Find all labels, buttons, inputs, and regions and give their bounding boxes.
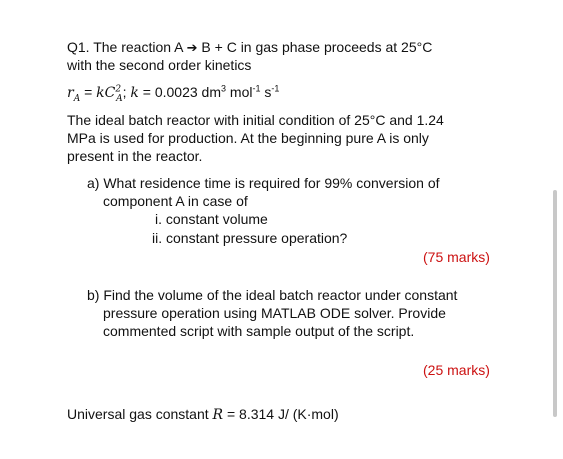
paragraph-line3: present in the reactor.	[67, 148, 203, 164]
gas-constant-prefix: Universal gas constant	[67, 406, 213, 422]
part-a-line1: a) What residence time is required for 99% conversion of	[87, 175, 440, 191]
part-a-line2: component A in case of	[103, 193, 248, 209]
paragraph-line1: The ideal batch reactor with initial condition of 25°C and 1.24	[67, 112, 444, 128]
k-unit-sup2: -1	[252, 83, 261, 94]
part-b-line1: b) Find the volume of the ideal batch reactor under constant	[87, 287, 458, 303]
rate-equals: =	[80, 84, 97, 100]
k-mol: mol	[226, 84, 253, 100]
rate-subscript: A	[73, 93, 81, 104]
rate-equation	[67, 83, 279, 102]
rate-concentration-subscript: A	[116, 93, 123, 104]
question-title-prefix: Q1. The reaction A	[67, 39, 187, 55]
part-b-line2: pressure operation using MATLAB ODE solver. Provide	[103, 305, 446, 321]
vertical-scrollbar[interactable]	[553, 190, 557, 417]
part-a-item-ii: ii. constant pressure operation?	[152, 230, 348, 246]
question-title-suffix: B + C in gas phase proceeds at 25°C	[197, 39, 433, 55]
k-s: s	[260, 84, 272, 100]
part-b-marks: (25 marks)	[423, 362, 490, 378]
k-unit-sup3: -1	[271, 83, 280, 94]
k-value: = 0.0023 dm	[138, 84, 221, 100]
k-symbol: k	[130, 85, 139, 101]
question-title-line1	[67, 38, 432, 58]
question-title-line2: with the second order kinetics	[67, 57, 252, 73]
gas-constant-symbol: R	[212, 407, 224, 423]
part-a-marks: (75 marks)	[423, 249, 490, 265]
k-unit-sup1: 3	[221, 83, 227, 94]
right-arrow-icon: ➔	[186, 41, 198, 56]
gas-constant-line	[67, 405, 339, 424]
rate-semicolon: ;	[122, 84, 131, 100]
gas-constant-value: = 8.314 J/ (K·mol)	[223, 406, 339, 422]
rate-superscript: 2	[115, 84, 122, 95]
part-a-item-i: i. constant volume	[155, 211, 268, 227]
rate-symbol: r	[67, 85, 74, 101]
part-b-line3: commented script with sample output of the script.	[103, 323, 415, 339]
rate-expression: kC	[96, 85, 116, 101]
paragraph-line2: MPa is used for production. At the beginning pure A is only	[67, 130, 429, 146]
